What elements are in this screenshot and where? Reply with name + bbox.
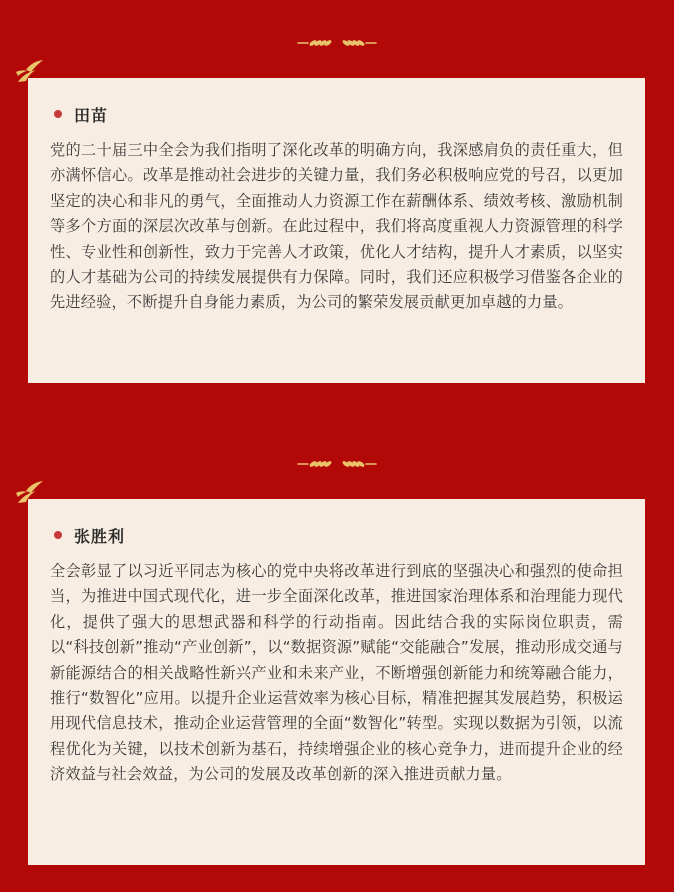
comment-card [28, 499, 645, 865]
wheat-divider-icon [296, 456, 378, 472]
card-header [50, 521, 623, 549]
bullet-dot-icon [54, 110, 62, 118]
comment-card [28, 78, 645, 383]
card-header [50, 100, 623, 128]
author-name: 田苗 [74, 105, 109, 125]
wheat-divider-icon [296, 35, 378, 51]
author-name: 张胜利 [74, 526, 126, 546]
comment-text: 党的二十届三中全会为我们指明了深化改革的明确方向，我深感肩负的责任重大，但亦满怀信心。改革是推动社会进步的关键力量，我们务必积极响应党的号召，以更加坚定的决心和非凡的勇气，全面推动人力资源工作在薪酬体系、绩效考核、激励机制等多个方面的深层次改革与创新。在此过程中，我们将高度重视人力资源管理的科学性、专业性和创新性，致力于完善人才政策，优化人才结构，提升人才素质，以坚实的人才基础为公司的持续发展提供有力保障。同时，我们还应积极学习借鉴各企业的先进经验，不断提升自身能力素质，为公司的繁荣发展贡献更加卓越的力量。 [50, 141, 623, 312]
comment-text: 全会彰显了以习近平同志为核心的党中央将改革进行到底的坚强决心和强烈的使命担当，为推进中国式现代化，进一步全面深化改革，推进国家治理体系和治理能力现代化，提供了强大的思想武器和科学的行动指南。因此结合我的实际岗位职责，需以“科技创新”推动“产业创新”，以“数据资源”赋能“交能融合”发展，推动形成交通与新能源结合的相关战略性新兴产业和未来产业，不断增强创新能力和统筹融合能力，推行“数智化”应用。以提升企业运营效率为核心目标，精准把握其发展趋势，积极运用现代信息技术，推动企业运营管理的全面“数智化”转型。实现以数据为引领，以流程优化为关键，以技术创新为基石，持续增强企业的核心竞争力，进而提升企业的经济效益与社会效益，为公司的发展及改革创新的深入推进贡献力量。 [50, 562, 623, 784]
bullet-dot-icon [54, 531, 62, 539]
